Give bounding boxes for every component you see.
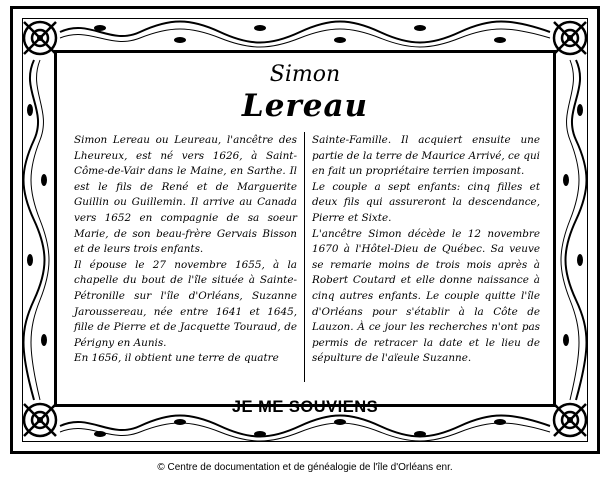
copyright-footer: © Centre de documentation et de généalogie de l'île d'Orléans enr. — [157, 462, 453, 473]
biography-paragraph: Le couple a sept enfants: cinq filles et deux fils qui assureront la descendance, Pierre et Sixte. — [312, 180, 540, 224]
motto-heading: JE ME SOUVIENS — [231, 398, 379, 416]
biography-paragraph: En 1656, il obtient une terre de quatre — [74, 352, 279, 365]
biography-paragraph: L'ancêtre Simon décède le 12 novembre 1670 à l'Hôtel-Dieu de Québec. Sa veuve se remarie moins de trois mois après à Robert Coutard et elle donne naissance à cinq autres enfants. Le couple quitte l'île d'Orléans pour s'établir à la Côte de Lauzon. À ce jour les recherches n'ont pas permis de retracer la date et le lieu de sépulture de l'aïeule Suzanne. — [312, 227, 540, 365]
biography-left-column — [74, 133, 297, 367]
biography-paragraph: Simon Lereau ou Leureau, l'ancêtre des Lheureux, est né vers 1626, à Saint-Côme-de-Vair dans le Maine, en Sarthe. Il est le fils de René et de Marguerite Guillin ou Guillemin. Il arrive au Canada vers 1652 en compagnie de sa soeur Marie, de son beau-frère Gervais Bisson et de leurs trois enfants. — [74, 134, 297, 256]
biography-paragraph: Sainte-Famille. Il acquiert ensuite une partie de la terre de Maurice Arrivé, ce qui en fait un propriétaire terrien imposant. — [312, 134, 540, 178]
column-divider — [304, 132, 305, 382]
ancestor-first-name: Simon — [269, 62, 341, 87]
ancestor-last-name: Lereau — [241, 88, 369, 124]
biography-paragraph: Il épouse le 27 novembre 1655, à la chapelle du bout de l'île située à Sainte-Pétronille sur l'île d'Orléans, Suzanne Jaroussereau, née entre 1641 et 1645, fille de Pierre et de Jacquette Touraud, de Périgny en Aunis. — [74, 258, 297, 349]
biography-right-column — [312, 133, 540, 367]
